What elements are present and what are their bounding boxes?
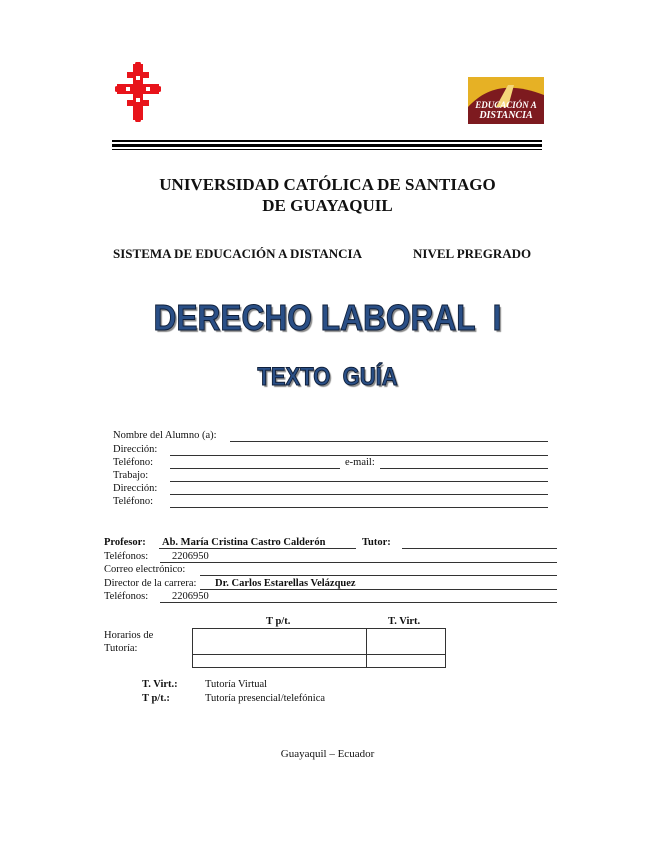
director-field — [200, 589, 557, 590]
tutor-label: Tutor: — [362, 537, 391, 548]
distance-education-logo — [468, 77, 544, 124]
professor-label: Profesor: — [104, 537, 146, 548]
logo-text-line1: EDUCACIÓN A — [475, 100, 537, 110]
legend-abbr-tpt: T p/t.: — [142, 693, 170, 704]
footer-location: Guayaquil – Ecuador — [280, 748, 375, 760]
student-name-field[interactable] — [230, 441, 548, 442]
header-rule-middle — [112, 144, 542, 147]
professor-name: Ab. María Cristina Castro Calderón — [162, 537, 326, 548]
schedule-col-tpt-header: T p/t. — [266, 616, 291, 627]
student-name-label: Nombre del Alumno (a): — [113, 430, 217, 441]
schedule-cell-tvirt[interactable] — [367, 629, 446, 655]
schedule-cell-tvirt[interactable] — [367, 655, 446, 668]
director-name: Dr. Carlos Estarellas Velázquez — [215, 578, 356, 589]
legend-desc-tpt: Tutoría presencial/telefónica — [205, 693, 326, 704]
schedule-cell-tpt[interactable] — [193, 629, 367, 655]
email-address-label: Correo electrónico: — [104, 564, 186, 575]
schedule-row — [193, 629, 446, 655]
director-phones-field — [160, 602, 557, 603]
phone-label: Teléfono: — [113, 457, 154, 468]
work-address-field[interactable] — [170, 494, 548, 495]
legend-desc-tvirt: Tutoría Virtual — [205, 679, 268, 690]
schedule-label-line2: Tutoría: — [104, 643, 138, 654]
work-field[interactable] — [170, 481, 548, 482]
work-phone-field[interactable] — [170, 507, 548, 508]
university-name-line2: DE GUAYAQUIL — [262, 196, 393, 215]
work-label: Trabajo: — [113, 470, 149, 481]
director-label: Director de la carrera: — [104, 578, 197, 589]
work-address-label: Dirección: — [113, 483, 158, 494]
professor-field — [159, 548, 356, 549]
professor-phones-label: Teléfonos: — [104, 551, 149, 562]
legend-abbr-tvirt: T. Virt.: — [142, 679, 178, 690]
university-cross-logo — [115, 62, 161, 122]
professor-phones-value: 2206950 — [172, 551, 209, 562]
director-phones-label: Teléfonos: — [104, 591, 149, 602]
schedule-row — [193, 655, 446, 668]
schedule-cell-tpt[interactable] — [193, 655, 367, 668]
director-phones-value: 2206950 — [172, 591, 209, 602]
system-name: SISTEMA DE EDUCACIÓN A DISTANCIA — [113, 246, 362, 261]
document-subtitle: TEXTO GUÍA — [257, 363, 398, 391]
professor-phones-field — [160, 562, 557, 563]
work-phone-label: Teléfono: — [113, 496, 154, 507]
phone-field[interactable] — [170, 468, 340, 469]
course-title: DERECHO LABORAL I — [153, 297, 502, 338]
email-field[interactable] — [380, 468, 548, 469]
header-rule-bottom — [112, 149, 542, 150]
address-label: Dirección: — [113, 444, 158, 455]
schedule-table — [192, 628, 446, 668]
schedule-label-line1: Horarios de — [104, 630, 154, 641]
tutor-field[interactable] — [402, 548, 557, 549]
university-name-line1: UNIVERSIDAD CATÓLICA DE SANTIAGO — [159, 175, 496, 194]
schedule-col-tvirt-header: T. Virt. — [388, 616, 421, 627]
address-field[interactable] — [170, 455, 548, 456]
header-rule-top — [112, 140, 542, 142]
academic-level: NIVEL PREGRADO — [413, 246, 532, 261]
email-address-field[interactable] — [200, 575, 557, 576]
email-label: e-mail: — [345, 457, 375, 468]
logo-text-line2: DISTANCIA — [479, 110, 533, 121]
